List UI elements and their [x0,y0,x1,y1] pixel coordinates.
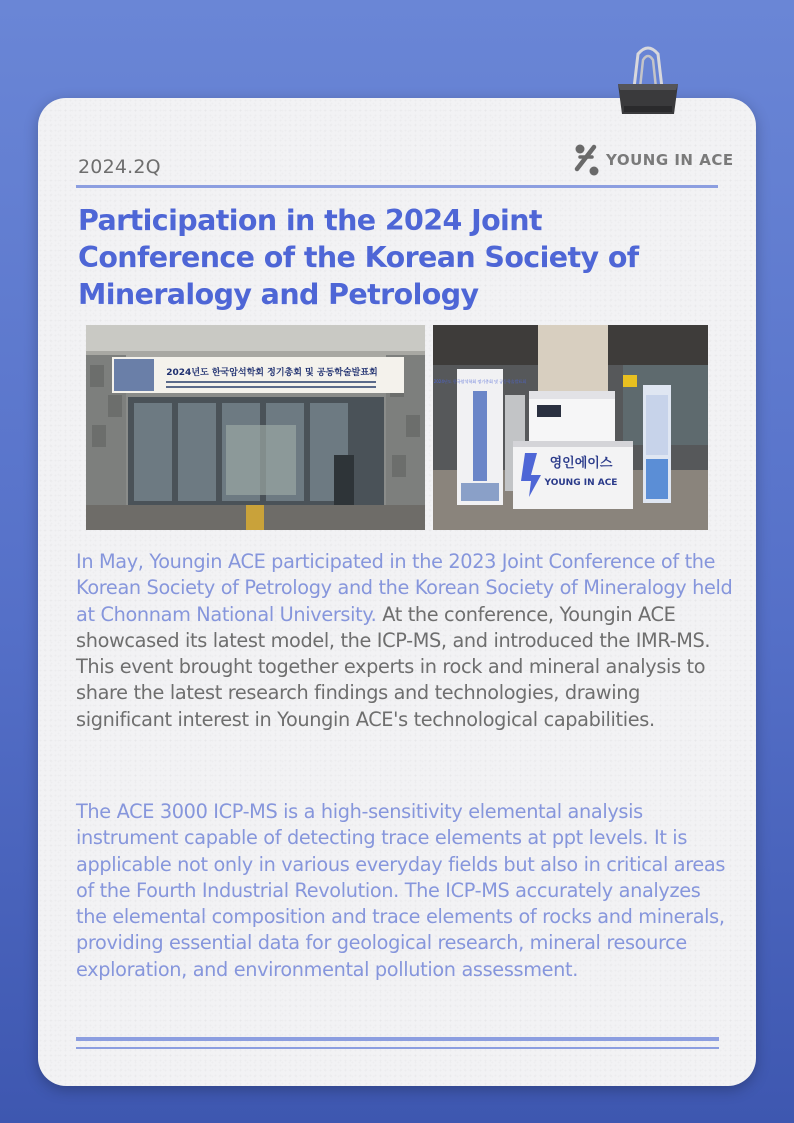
booth-photo [433,325,708,530]
article-paragraph-2: The ACE 3000 ICP-MS is a high-sensitivity elemental analysis instrument capable of detecting trace elements at ppt levels. It is applicable not only in various everyday fields but also in critical areas of the Fourth Industrial Revolution. The ICP-MS accurately analyzes the elemental composition and trace elements of rocks and minerals, providing essential data for geological research, mineral resource exploration, and environmental pollution assessment. [76,800,726,981]
conference-entrance-photo [86,325,425,530]
youngin-ace-logo-icon [574,143,600,177]
paragraph-1-highlight: In May, Youngin ACE participated in the 2023 Joint Conference of the Korean Society of Petrology and the Korean Society of Mineralogy held at Chonnam National University. [76,550,733,626]
issue-period: 2024.2Q [78,156,161,178]
footer-divider-thick [76,1037,719,1041]
article-title: Participation in the 2024 Joint Conference of the Korean Society of Mineralogy and Petrology [78,204,639,311]
booth-sign-korean: 영인에이스 [549,456,613,471]
logo-text: YOUNG IN ACE [606,151,734,169]
article-paragraph-1 [76,549,736,733]
binder-clip-icon [612,44,684,120]
company-logo [574,142,734,178]
footer-divider-thin [76,1047,719,1049]
entrance-banner-text: 2024년도 한국암석학회 정기총회 및 공동학술발표회 [166,368,378,378]
booth-sign-english: YOUNG IN ACE [544,478,618,488]
paragraph-1-body: At the conference, Youngin ACE showcased its latest model, the ICP-MS, and introduced the IMR-MS. This event brought together experts in rock and mineral analysis to share the latest research findings and technologies, drawing significant interest in Youngin ACE's technological capabilities. [76,602,711,731]
header-divider [76,185,718,188]
standee-text: 2024년도 한국암석학회 정기총회 및 공동학술발표회 [433,379,527,384]
